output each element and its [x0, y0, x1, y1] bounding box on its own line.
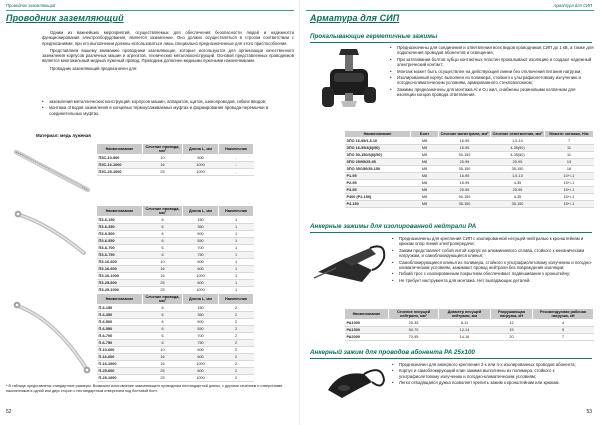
table-cell: 4-35: [491, 180, 545, 187]
table-row: [345, 334, 594, 341]
col-header: Диаметр несущей нейтрали, мм: [439, 309, 491, 320]
list-item: • Зажим представляет собой литой корпус из алюминиевого сплава, стойкого к механическим нагрузкам, и самоблокирующиеся клинья;: [392, 248, 594, 259]
col-header: Длина L, мм: [183, 144, 219, 155]
table-row: [97, 231, 254, 238]
table-cell: 25: [143, 287, 183, 294]
table-cell: 16-95: [439, 180, 491, 187]
col-header: Наименование: [97, 144, 143, 155]
model-name-cell: P2-95: [345, 180, 411, 187]
anchor-features: [392, 236, 594, 284]
list-item: • Изолированный корпус выполнен из полимера, стойкого к ультрафиолетовому излучению и погодно-климатическим условиям, армированного стекловолокном;: [390, 75, 594, 86]
table-cell: 4: [533, 320, 594, 327]
table-cell: 15+/-1: [545, 187, 594, 194]
wire-two-lugs-icon: [10, 290, 95, 380]
model-name-cell: ПЗ-16-1000: [97, 273, 143, 280]
piercing-clamp-icon: [314, 47, 384, 121]
table-cell: 16: [143, 266, 183, 273]
list-item: • Самоблокирующиеся клинья из полимера, стойкого к ультрафиолетовому излучению и погодно-климатическим условиям, зажимают провод нейтрали без повреждения изоляции;: [392, 260, 594, 271]
table-cell: 11: [545, 152, 594, 159]
model-name-cell: ПЗ-6-550: [97, 238, 143, 245]
ground-wire-two-lug-image: [10, 290, 95, 380]
table-row: [97, 326, 254, 333]
model-name-cell: П-25-600: [97, 368, 143, 375]
model-name-cell: PA1000: [345, 320, 389, 327]
table-cell: 25-95: [491, 159, 545, 166]
table-row: [97, 266, 254, 273]
list-item: • монтажа отводов заземления в концевых термоусаживаемых муфтах и формирования провода-перемычки в соединительных муфтах.: [42, 105, 292, 116]
list-item: • Предназначены для крепления СИП с изолированной несущей нейтралью к кронштейнам и крюкам опор линий электропередачи;: [392, 236, 594, 247]
table-cell: 25-95: [491, 187, 545, 194]
table-row: [97, 305, 254, 312]
table-cell: 6: [143, 238, 183, 245]
table-row: [97, 368, 254, 375]
wire-with-lug-icon: [10, 205, 95, 263]
table-row: [97, 238, 254, 245]
section-rule: [310, 42, 592, 43]
table-cell: 16-95: [439, 173, 491, 180]
table-cell: 1: [219, 224, 254, 231]
anchor-clamp-icon: [312, 234, 390, 294]
table-cell: 500: [183, 319, 219, 326]
table-row: [97, 217, 254, 224]
model-name-cell: ПЗ-6-700: [97, 245, 143, 252]
table-cell: 700: [183, 245, 219, 252]
piercing-features: [390, 45, 594, 99]
table-cell: 16: [143, 354, 183, 361]
table-cell: 150: [183, 305, 219, 312]
table-row: [345, 194, 594, 201]
table-cell: 1000: [183, 287, 219, 294]
col-header: Сечение провода, мм²: [143, 294, 183, 305]
table-row: [97, 312, 254, 319]
table-cell: 13: [545, 159, 594, 166]
table-cell: M8: [411, 145, 439, 152]
table-cell: 6: [143, 333, 183, 340]
table-row: [345, 166, 594, 173]
model-name-cell: P1-95: [345, 173, 411, 180]
table-cell: 1: [219, 273, 254, 280]
table-cell: 25-95: [439, 159, 491, 166]
header-rule: [306, 10, 594, 11]
list-item: • Монтаж может быть осуществлен на действующей линии без отключения питания нагрузки;: [390, 69, 594, 74]
table-row: [97, 224, 254, 231]
table-cell: M8: [411, 187, 439, 194]
subscriber-features: [392, 362, 594, 387]
section-title-anchor-pa: Анкерные зажимы для изолированной нейтрали РА: [310, 223, 477, 230]
table-cell: 50-70: [389, 327, 439, 334]
table-cell: 6: [143, 224, 183, 231]
table-cell: 1: [219, 287, 254, 294]
table-row: [345, 173, 594, 180]
list-item: • Не требует инструмента для монтажа. Нет выпадающих деталей.: [392, 278, 594, 283]
table-cell: 2: [219, 354, 254, 361]
table-cell: M8: [411, 180, 439, 187]
table-row: [97, 245, 254, 252]
table-row: [97, 162, 254, 169]
table-cell: 16: [143, 361, 183, 368]
list-item: • При затягивании болтов зубцы контактных пластин прокалывают изоляцию и создают надежный электрический контакт;: [390, 57, 594, 68]
model-name-cell: П-10-600: [97, 347, 143, 354]
table-cell: 2: [219, 333, 254, 340]
right-page: [300, 0, 600, 425]
model-name-cell: PA1500: [345, 327, 389, 334]
table-cell: 35-150: [439, 166, 491, 173]
table-anchor-clamps: [344, 308, 594, 341]
model-name-cell: П-6-500: [97, 319, 143, 326]
table-cell: 2: [219, 305, 254, 312]
table-row: [345, 187, 594, 194]
table-cell: 4-35: [491, 194, 545, 201]
col-header: Разрушающая нагрузка, кН: [491, 309, 533, 320]
table-cell: 700: [183, 333, 219, 340]
col-header: Длина L, мм: [183, 294, 219, 305]
intro-text: [42, 30, 294, 71]
col-header: Наконечник: [219, 294, 254, 305]
table-row: [97, 252, 254, 259]
material-label: Материал: медь луженая: [36, 133, 91, 138]
table-cell: 6: [143, 319, 183, 326]
table-cell: 6: [143, 217, 183, 224]
model-name-cell: P400 (P2-150): [345, 194, 411, 201]
col-header: Болт: [411, 131, 439, 138]
table-cell: 15+/-1: [545, 201, 594, 208]
table-cell: 25-35: [389, 320, 439, 327]
list-item: • Предназначены для соединения и ответвления всех видов проводников СИП до 1 кВ, а также для подключения проводов абонентов и освещения;: [390, 45, 594, 56]
col-header: Наименование: [345, 131, 411, 138]
footnote: * В таблице представлены стандартные размеры. Возможно изготовление заземляющего проводника нестандартной длины, с другими сечением и отверстиями наконечников в одной или двух сторон с нестандартным отверстием под болтовой болт.: [6, 384, 283, 393]
model-name-cell: ЗПО 50-150/4(6)/50): [345, 152, 411, 159]
table-row: [345, 320, 594, 327]
model-name-cell: П-6-350: [97, 312, 143, 319]
model-name-cell: П-6-750: [97, 340, 143, 347]
table-cell: 5: [533, 327, 594, 334]
model-name-cell: П-16-600: [97, 354, 143, 361]
col-header: Сечение ответвления, мм²: [491, 131, 545, 138]
anchor-clamp-image: [312, 234, 390, 294]
table-cell: 1: [219, 245, 254, 252]
table-cell: 550: [183, 326, 219, 333]
table-row: [97, 375, 254, 382]
table-row: [97, 361, 254, 368]
table-cell: M8: [411, 166, 439, 173]
subscriber-clamp-icon: [320, 360, 390, 406]
table-cell: 2: [219, 326, 254, 333]
table-cell: 2: [219, 319, 254, 326]
table-cell: 2: [219, 368, 254, 375]
table-cell: 25: [143, 280, 183, 287]
table-cell: 6: [143, 252, 183, 259]
model-name-cell: ЗПО 16-95/4(6)/50): [345, 145, 411, 152]
table-cell: 600: [183, 266, 219, 273]
model-name-cell: P4-150: [345, 201, 411, 208]
page-number-left: 52: [6, 409, 12, 415]
table-braided: [96, 143, 254, 176]
table-cell: 350: [183, 312, 219, 319]
table-row: [345, 138, 594, 145]
table-cell: 16-95: [439, 138, 491, 145]
table-cell: 4-35(50): [491, 145, 545, 152]
model-name-cell: П-25-1000: [97, 375, 143, 382]
table-cell: 6: [143, 312, 183, 319]
table-cell: 12-14: [439, 327, 491, 334]
model-name-cell: ПЗ-6-750: [97, 252, 143, 259]
table-row: [97, 319, 254, 326]
table-cell: M8: [411, 159, 439, 166]
col-header: Сечение провода, мм²: [143, 144, 183, 155]
table-cell: M8: [411, 152, 439, 159]
table-cell: 15+/-1: [545, 194, 594, 201]
table-cell: 8-11: [439, 320, 491, 327]
table-row: [97, 340, 254, 347]
table-cell: 4-35(50): [491, 152, 545, 159]
table-row: [97, 155, 254, 162]
table-row: [97, 354, 254, 361]
table-cell: 350: [183, 224, 219, 231]
table-one-lug: [96, 205, 254, 294]
list-item: • Предназначен для анкерного крепления 2-х или 4-х изолированных проводов абонента;: [392, 362, 594, 367]
table-cell: 2: [219, 375, 254, 382]
col-header: Рекомендуемая рабочая нагрузка, кН: [533, 309, 594, 320]
table-row: [97, 259, 254, 266]
table-row: [97, 273, 254, 280]
table-cell: 50-150: [439, 152, 491, 159]
subscriber-clamp-image: [320, 360, 390, 406]
col-header: Наименование: [97, 206, 143, 217]
page-title-right: Арматура для СИП: [310, 13, 400, 23]
table-cell: 1000: [183, 169, 219, 176]
piercing-clamp-image: [314, 47, 384, 121]
table-cell: 550: [183, 238, 219, 245]
model-name-cell: ЗПО 35/150/35-150: [345, 166, 411, 173]
model-name-cell: ЗПО 25/95/25-95: [345, 159, 411, 166]
model-name-cell: ЗПО 16-95/1,5-10: [345, 138, 411, 145]
intro-paragraph-3: Проводник заземляющий предназначен для:: [50, 65, 138, 71]
model-name-cell: ПЗ-6-350: [97, 224, 143, 231]
table-cell: 600: [183, 368, 219, 375]
table-cell: 6: [143, 231, 183, 238]
table-cell: M8: [411, 201, 439, 208]
table-cell: 1: [219, 252, 254, 259]
table-cell: 1: [219, 259, 254, 266]
list-item: • заземления металлических конструкций, корпусов машин, аппаратов, щитов, шинопроводов, гибких вводов;: [42, 99, 292, 104]
model-name-cell: ПЗ-25-600: [97, 280, 143, 287]
table-cell: 600: [183, 354, 219, 361]
col-header: Длина L, мм: [183, 206, 219, 217]
model-name-cell: ПЗС-16-1000: [97, 162, 143, 169]
model-name-cell: ПЗС-25-1000: [97, 169, 143, 176]
intro-paragraph-2: Представляем вашему вниманию проводники заземляющие, которые используются для организации качественного заземления корпусов различных машин и агрегатов, технических металлоконструкций. Основой представленных проводников является многожильный медный луженый провод. Проводник дополнен медными лужеными наконечниками.: [42, 47, 294, 64]
table-cell: 16: [143, 273, 183, 280]
table-cell: 16: [143, 162, 183, 169]
table-cell: 15: [491, 327, 533, 334]
table-cell: 2: [219, 340, 254, 347]
table-cell: 1: [219, 238, 254, 245]
table-cell: 14-16: [439, 334, 491, 341]
header-rule: [6, 10, 294, 11]
table-row: [97, 169, 254, 176]
table-cell: 600: [183, 280, 219, 287]
table-cell: -: [219, 169, 254, 176]
section-rule: [310, 232, 592, 233]
table-cell: 1000: [183, 361, 219, 368]
table-cell: 1000: [183, 273, 219, 280]
model-name-cell: ПЗ-16-600: [97, 266, 143, 273]
table-cell: -: [219, 155, 254, 162]
table-cell: 18: [545, 166, 594, 173]
table-cell: 1000: [183, 375, 219, 382]
col-header: Наконечник: [219, 144, 254, 155]
table-cell: 10: [143, 155, 183, 162]
table-cell: 25: [143, 375, 183, 382]
intro-paragraph-1: Одним из важнейших мероприятий, осуществляемых для обеспечения безопасности людей и надежности функционирования электрооборудования, является заземление. Оно должно осуществляться в строгом соответствии с предписаниями, при его выполнении должны использоваться лишь специально предназначенные для этого приспособления.: [42, 30, 294, 46]
running-head-right: Арматура для СИП: [553, 3, 592, 8]
table-cell: -: [219, 162, 254, 169]
model-name-cell: ПЗ-10-600: [97, 259, 143, 266]
table-cell: 25: [143, 169, 183, 176]
col-header: Наименование: [345, 309, 389, 320]
table-cell: 6: [143, 305, 183, 312]
running-head-left: Проводник заземляющий: [6, 3, 56, 8]
table-cell: 10+/-1: [545, 173, 594, 180]
list-item: • Гибкий трос с изолированным покрытием обеспечивает подвешивание к кронштейну;: [392, 271, 594, 276]
table-row: [97, 280, 254, 287]
table-cell: 1: [219, 217, 254, 224]
table-piercing-clamps: [344, 130, 594, 208]
table-cell: 150: [183, 217, 219, 224]
table-cell: 2: [219, 361, 254, 368]
table-cell: 500: [183, 231, 219, 238]
table-cell: 35-150: [491, 166, 545, 173]
table-cell: 11: [545, 145, 594, 152]
table-cell: 35-150: [439, 201, 491, 208]
model-name-cell: П-6-550: [97, 326, 143, 333]
model-name-cell: П-6-150: [97, 305, 143, 312]
section-title-piercing: Прокалывающие герметичные зажимы: [310, 33, 438, 40]
model-name-cell: П-6-700: [97, 333, 143, 340]
table-row: [345, 159, 594, 166]
model-name-cell: P3-95: [345, 187, 411, 194]
table-row: [345, 152, 594, 159]
table-cell: 2: [219, 312, 254, 319]
table-cell: 7: [545, 138, 594, 145]
page-title-left: Проводник заземляющий: [6, 13, 124, 23]
table-cell: 12: [491, 320, 533, 327]
section-rule: [310, 358, 592, 359]
table-cell: 70-95: [389, 334, 439, 341]
table-cell: 1: [219, 280, 254, 287]
table-cell: 10: [143, 347, 183, 354]
col-header: Наименование: [97, 294, 143, 305]
table-cell: 750: [183, 340, 219, 347]
table-cell: 6: [143, 326, 183, 333]
table-cell: 750: [183, 252, 219, 259]
table-cell: 600: [183, 347, 219, 354]
col-header: Сечение магистрали, мм²: [439, 131, 491, 138]
table-row: [345, 145, 594, 152]
table-cell: M8: [411, 138, 439, 145]
table-cell: M8: [411, 173, 439, 180]
page-number-right: 53: [586, 409, 592, 415]
table-cell: 600: [183, 259, 219, 266]
table-cell: 1: [219, 231, 254, 238]
table-cell: 10: [143, 259, 183, 266]
uses-list: [42, 99, 292, 117]
table-cell: 1: [219, 266, 254, 273]
col-header: Момент затяжки, Н/м: [545, 131, 594, 138]
table-cell: 500: [183, 155, 219, 162]
table-row: [345, 201, 594, 208]
table-row: [345, 180, 594, 187]
col-header: Сечение провода, мм²: [143, 206, 183, 217]
table-cell: 7: [533, 334, 594, 341]
col-header: Сечение несущей нейтрали, мм²: [389, 309, 439, 320]
ground-wire-braided-image: [10, 146, 95, 196]
table-row: [345, 327, 594, 334]
model-name-cell: ПЗС-10-500: [97, 155, 143, 162]
table-row: [97, 333, 254, 340]
table-cell: 25-95: [439, 187, 491, 194]
table-cell: 1,5-10: [491, 138, 545, 145]
table-cell: 2: [219, 347, 254, 354]
table-cell: 20: [491, 334, 533, 341]
table-cell: 15+/-1: [545, 180, 594, 187]
list-item: • Легко отводящаяся дужка позволяет крепить зажим к кронштейнам или крюкам.: [392, 380, 594, 385]
list-item: • Зажимы предназначены для монтажа Al и Cu жил, снабжены резиновыми колпачком для изоляции концов провода ответвления.: [390, 87, 594, 98]
table-two-lug: [96, 293, 254, 382]
table-cell: 16-95: [439, 145, 491, 152]
ground-wire-one-lug-image: [10, 205, 95, 263]
braided-wire-icon: [10, 146, 95, 196]
model-name-cell: PA2000: [345, 334, 389, 341]
table-row: [97, 347, 254, 354]
list-item: • Корпус и самоблокирующий клин зажима выполнены из полимера, стойкого к ультрафиолетовому излучению и погодно-климатическим условиям;: [392, 368, 594, 379]
model-name-cell: П-16-1000: [97, 361, 143, 368]
section-title-subscriber: Анкерный зажим для проводов абонента PA 25х100: [310, 349, 475, 356]
table-cell: M8: [411, 194, 439, 201]
table-cell: 35-150: [491, 201, 545, 208]
model-name-cell: ПЗ-6-150: [97, 217, 143, 224]
table-cell: 50-150: [439, 194, 491, 201]
model-name-cell: ПЗ-6-500: [97, 231, 143, 238]
table-cell: 1,5-10: [491, 173, 545, 180]
col-header: Наконечник: [219, 206, 254, 217]
model-name-cell: ПЗ-25-1000: [97, 287, 143, 294]
table-cell: 6: [143, 340, 183, 347]
table-cell: 25: [143, 368, 183, 375]
table-cell: 1000: [183, 162, 219, 169]
table-cell: 6: [143, 245, 183, 252]
